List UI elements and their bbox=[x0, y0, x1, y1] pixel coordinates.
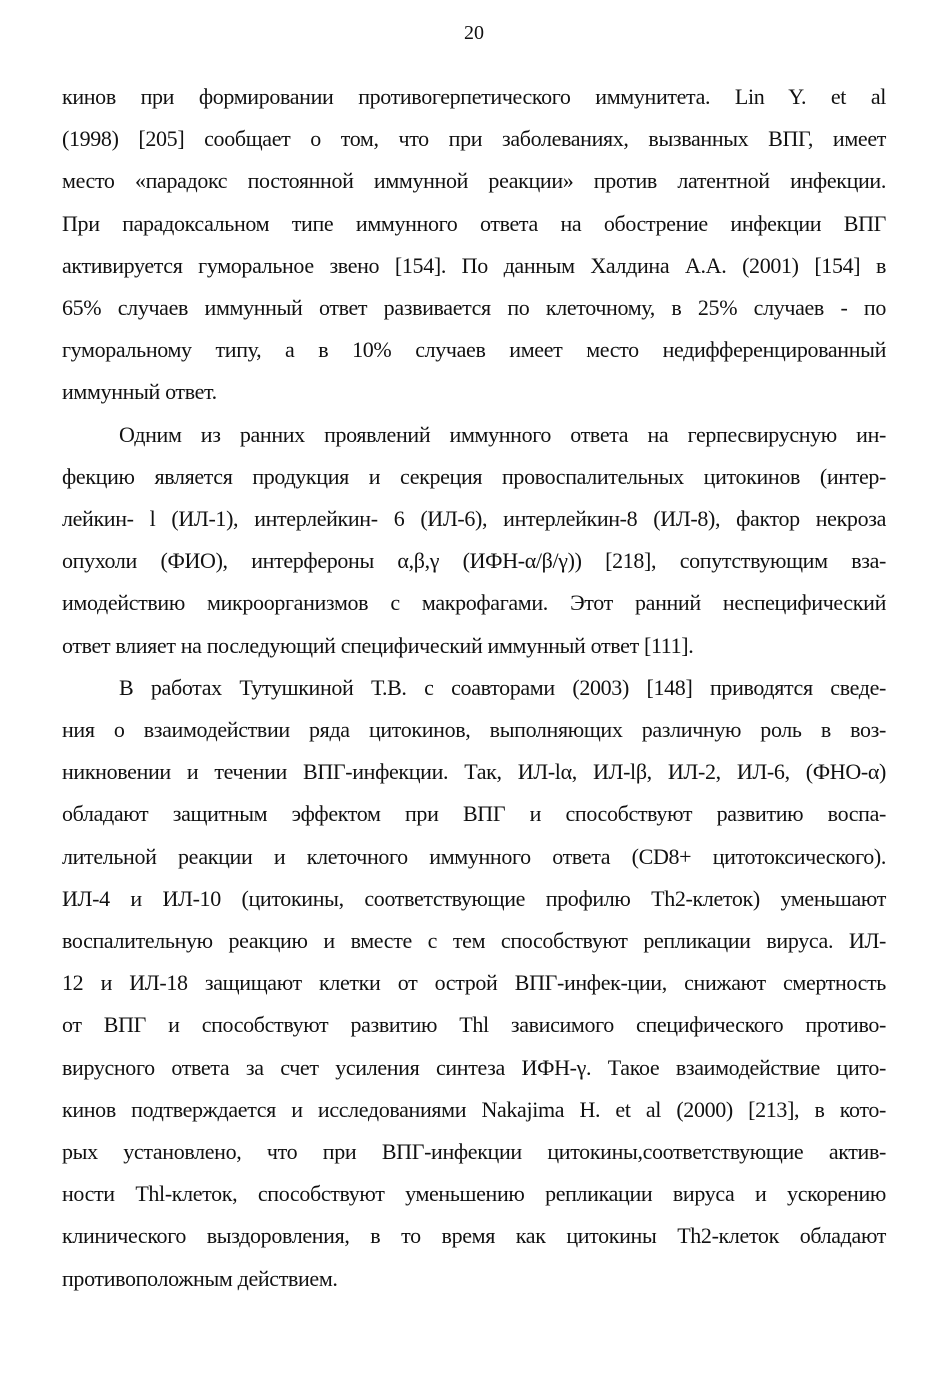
text-line: активируется гуморальное звено [154]. По данным Халдина А.А. (2001) [154] в bbox=[62, 252, 886, 278]
text-line: противоположным действием. bbox=[62, 1265, 338, 1291]
text-line: (1998) [205] сообщает о том, что при заболеваниях, вызванных ВПГ, имеет bbox=[62, 126, 886, 152]
text-line: кинов при формировании противогерпетического иммунитета. Lin Y. et al bbox=[62, 84, 886, 109]
text-line: обладают защитным эффектом при ВПГ и способствуют развитию воспа- bbox=[62, 801, 886, 827]
text-line: клинического выздоровления, в то время как цитокины Th2-клеток обладают bbox=[62, 1223, 886, 1249]
text-line: ответ влияет на последующий специфический иммунный ответ [111]. bbox=[62, 632, 694, 658]
text-line: 65% случаев иммунный ответ развивается по клеточному, в 25% случаев - по bbox=[62, 295, 886, 321]
text-line: рых установлено, что при ВПГ-инфекции цитокины,соответствующие актив- bbox=[62, 1139, 886, 1165]
body-text bbox=[62, 76, 886, 1300]
text-line: лительной реакции и клеточного иммунного ответа (CD8+ цитотоксического). bbox=[62, 843, 886, 869]
text-line-first: В работах Тутушкиной Т.В. с соавторами (2003) [148] приводятся сведе- bbox=[119, 674, 886, 700]
text-line-first: Одним из ранних проявлений иммунного ответа на герпесвирусную ин- bbox=[119, 421, 886, 447]
text-line: никновении и течении ВПГ-инфекции. Так, ИЛ-lα, ИЛ-lβ, ИЛ-2, ИЛ-6, (ФНО-α) bbox=[62, 759, 886, 785]
text-line: При парадоксальном типе иммунного ответа на обострение инфекции ВПГ bbox=[62, 210, 886, 236]
page-number: 20 bbox=[464, 22, 484, 44]
text-line: место «парадокс постоянной иммунной реакции» против латентной инфекции. bbox=[62, 168, 886, 194]
text-line: вирусного ответа за счет усиления синтеза ИФН-γ. Такое взаимодействие цито- bbox=[62, 1054, 886, 1080]
text-line: опухоли (ФИО), интерфероны α,β,γ (ИФН-α/β/γ)) [218], сопутствующим вза- bbox=[62, 548, 886, 574]
paragraph-2 bbox=[62, 414, 886, 667]
text-line: имодействию микроорганизмов с макрофагами. Этот ранний неспецифический bbox=[62, 590, 886, 616]
text-line: воспалительную реакцию и вместе с тем способствуют репликации вируса. ИЛ- bbox=[62, 928, 886, 954]
text-line: от ВПГ и способствуют развитию Thl зависимого специфического противо- bbox=[62, 1012, 886, 1038]
text-line: кинов подтверждается и исследованиями Nakajima H. et al (2000) [213], в кото- bbox=[62, 1096, 886, 1122]
text-line: ИЛ-4 и ИЛ-10 (цитокины, соответствующие профилю Th2-клеток) уменьшают bbox=[62, 885, 886, 911]
text-line: 12 и ИЛ-18 защищают клетки от острой ВПГ-инфек-ции, снижают смертность bbox=[62, 970, 886, 996]
text-line: ности Thl-клеток, способствуют уменьшению репликации вируса и ускорению bbox=[62, 1181, 886, 1207]
text-line: лейкин- l (ИЛ-1), интерлейкин- 6 (ИЛ-6), интерлейкин-8 (ИЛ-8), фактор некроза bbox=[62, 506, 886, 532]
text-line: фекцию является продукция и секреция провоспалительных цитокинов (интер- bbox=[62, 463, 886, 489]
paragraph-1 bbox=[62, 76, 886, 414]
text-line: ния о взаимодействии ряда цитокинов, выполняющих различную роль в воз- bbox=[62, 717, 886, 743]
text-line: иммунный ответ. bbox=[62, 379, 217, 405]
paragraph-3 bbox=[62, 667, 886, 1300]
text-line: гуморальному типу, а в 10% случаев имеет место недифференцированный bbox=[62, 337, 886, 363]
